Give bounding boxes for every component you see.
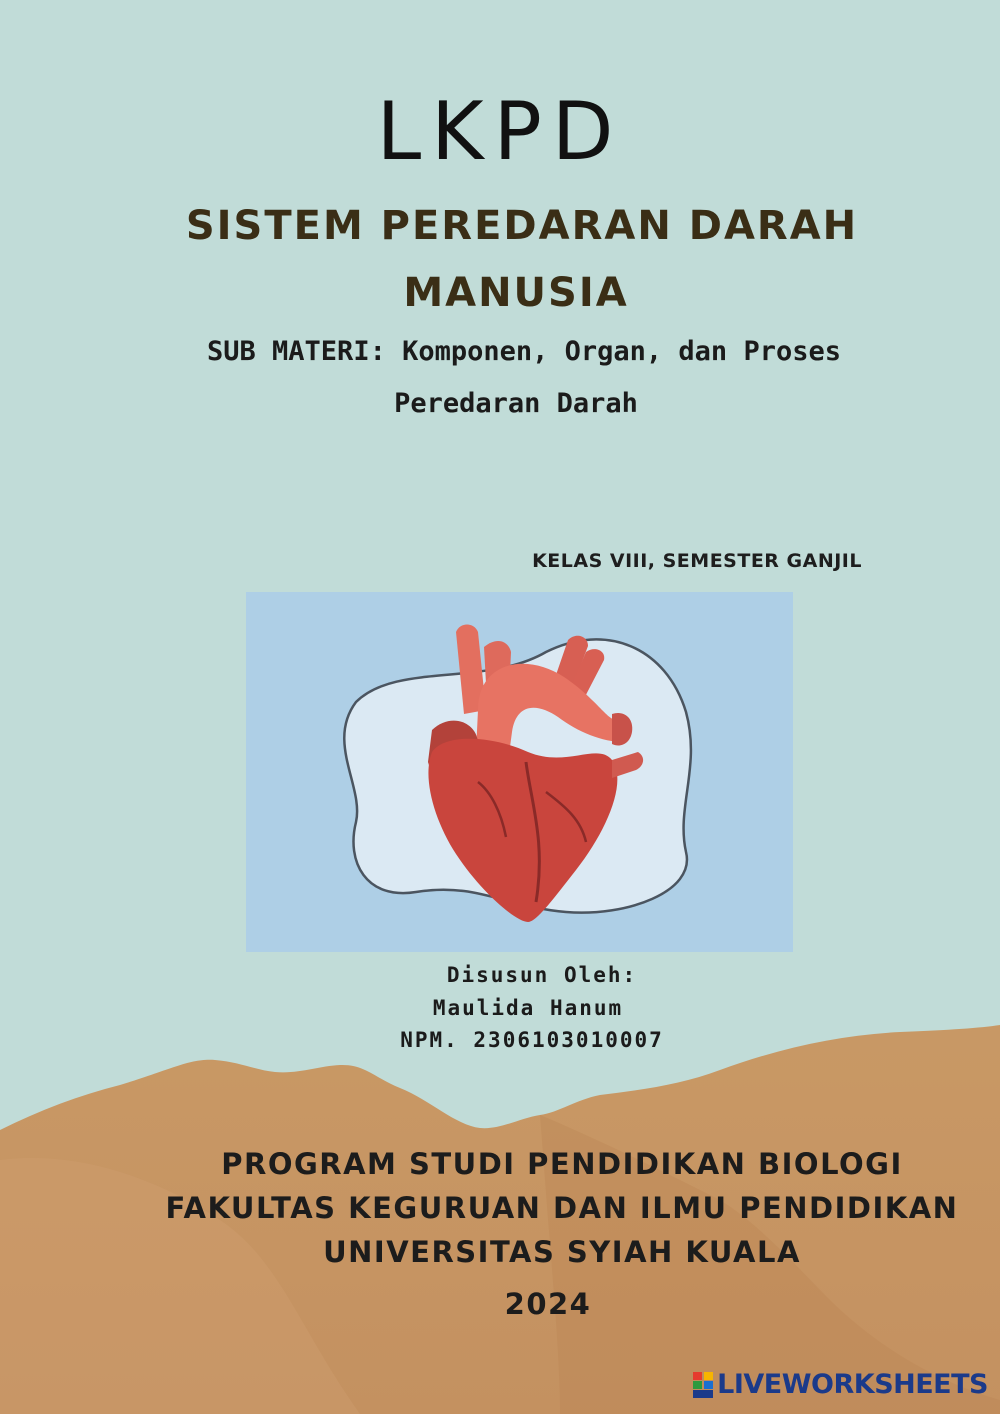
author-label: Disusun Oleh: xyxy=(446,963,638,987)
subject-title-line1: SISTEM PEREDARAN DARAH xyxy=(185,203,859,249)
liveworksheets-logo-icon xyxy=(693,1372,713,1398)
page-title: LKPD xyxy=(376,85,624,178)
liveworksheets-watermark[interactable] xyxy=(693,1369,988,1400)
watermark-text: LIVEWORKSHEETS xyxy=(717,1369,988,1400)
class-info: KELAS VIII, SEMESTER GANJIL xyxy=(532,550,862,572)
submateri-line1: SUB MATERI: Komponen, Organ, dan Proses xyxy=(207,336,841,367)
subject-title-line2: MANUSIA xyxy=(403,270,629,316)
author-npm: NPM. 2306103010007 xyxy=(400,1028,664,1052)
submateri-line2: Peredaran Darah xyxy=(394,388,638,419)
publication-year: 2024 xyxy=(504,1287,592,1321)
heart-icon xyxy=(246,592,793,952)
heart-illustration xyxy=(246,592,793,952)
author-name: Maulida Hanum xyxy=(432,996,624,1020)
faculty-name: FAKULTAS KEGURUAN DAN ILMU PENDIDIKAN xyxy=(165,1191,959,1225)
program-name: PROGRAM STUDI PENDIDIKAN BIOLOGI xyxy=(221,1147,903,1181)
university-name: UNIVERSITAS SYIAH KUALA xyxy=(323,1235,801,1269)
